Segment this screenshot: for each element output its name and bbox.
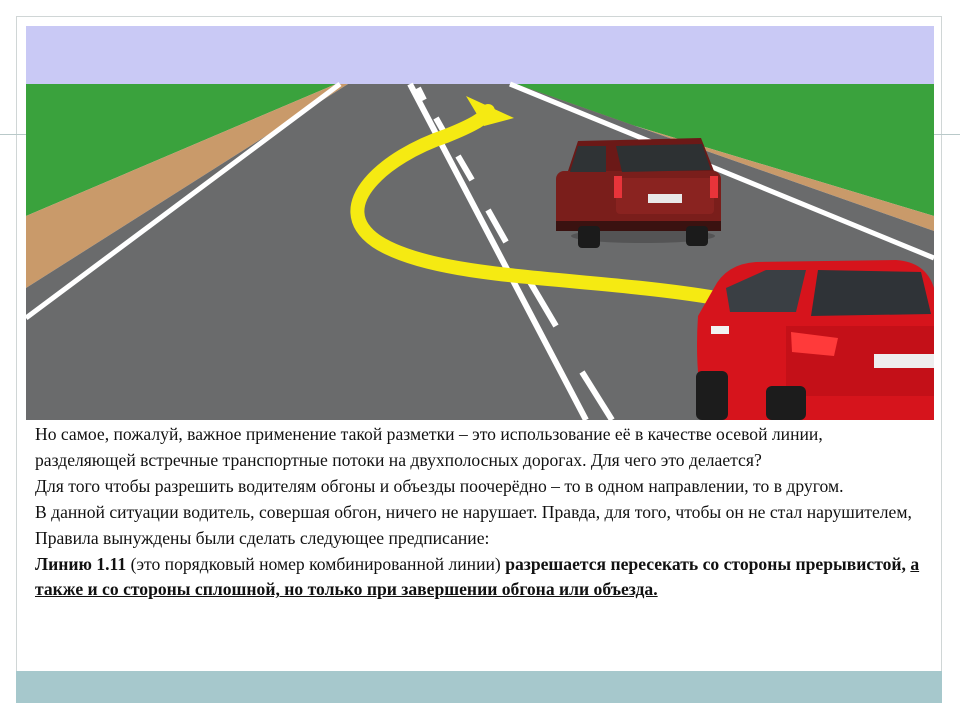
crossing-condition: а также и со стороны сплошной, но только при завершении обгона или объезда. [35,553,920,600]
paragraph-purpose: Но самое, пожалуй, важное применение такой разметки – это использование её в качестве осевой линии, разделяющей встречные транспортные потоки на двухполосных дорогах. Для чего это делается? [35,424,823,470]
decorative-rule-right [934,134,960,135]
line-number-note: (это порядковый номер комбинированной линии) [126,553,506,574]
overtaking-car [696,260,934,420]
overtaken-car [556,138,721,248]
paragraph-reason: Для того чтобы разрешить водителям обгоны и объезды поочерёдно – то в одном направлении, то в другом. [35,475,844,496]
crossing-permission: разрешается пересекать со стороны прерывистой [505,553,902,574]
line-number-label: Линию 1.11 [35,553,127,574]
road-scene-svg [26,26,934,420]
slide-bottom-band [16,671,942,703]
rule-separator: , [901,553,911,574]
decorative-rule-left [0,134,26,135]
slide-body-text [35,422,927,603]
road-overtaking-illustration [26,26,934,420]
sky [26,26,934,84]
paragraph-rule [35,552,927,604]
paragraph-situation: В данной ситуации водитель, совершая обгон, ничего не нарушает. Правда, для того, чтобы он не стал нарушителем, Правила вынуждены были сделать следующее предписание: [35,501,912,548]
